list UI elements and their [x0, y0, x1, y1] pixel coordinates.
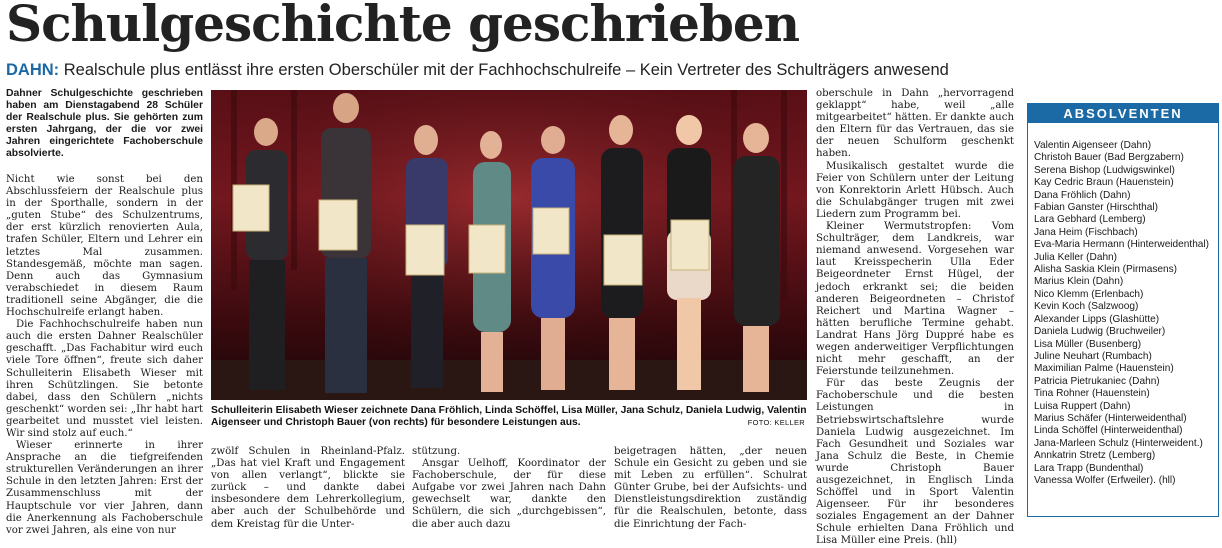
- photo-illustration: [211, 90, 807, 400]
- list-item: Luisa Ruppert (Dahn): [1034, 400, 1131, 412]
- paragraph: stützung.: [412, 446, 461, 457]
- paragraph: Für das beste Zeugnis der Fachoberschule und die besten Leistungen in Betriebswirtschaftslehre wurde Daniela Ludwig ausgezeichnet. Im Fach Gesundheit und Soziales war Jana Schulz die Beste, in Chemie wurde Christoph Bauer ausgezeichnet, in Englisch Linda Schöffel und in Sport Valentin Aigenseer. Für ihr besonderes soziales Engagement an der Dahner Schule erhielten Dana Fröhlich und Lisa Müller eine Preis. (hll): [816, 378, 1014, 547]
- paragraph: Wieser erinnerte in ihrer Ansprache an die tiefgreifenden strukturellen Veränderungen an ihrer Schule in den letzten Jahren: Erst der Zusammenschluss mit der Hauptschule vor vier Jahren, dann die Anerkennung als Fachoberschule vor zwei Jahren, als eine von nur: [6, 440, 203, 536]
- graduates-list: [1028, 123, 1218, 487]
- list-item: Julia Keller (Dahn): [1034, 251, 1118, 263]
- paragraph: zwölf Schulen in Rheinland-Pfalz. „Das hat viel Kraft und Engagement von allen verlangt“, blickte sie zurück – und dankte dabei insbesondere dem Lehrerkollegium, aber auch der Schulbehörde und dem Kreistag für die Unter-: [211, 446, 405, 530]
- list-item: Lisa Müller (Busenberg): [1034, 338, 1142, 350]
- award-photo: [211, 90, 807, 400]
- list-item: Jana-Marleen Schulz (Hinterweident.): [1034, 437, 1203, 449]
- list-item: Nico Klemm (Erlenbach): [1034, 288, 1144, 300]
- list-item: Valentin Aigenseer (Dahn): [1034, 140, 1152, 151]
- subheadline-text: Realschule plus entlässt ihre ersten Oberschüler mit der Fachhochschulreife – Kein Vertreter des Schulträgers anwesend: [59, 61, 949, 79]
- paragraph: Die Fachhochschulreife haben nun auch die ersten Dahner Realschüler geschafft. „Das Fachabitur wird euch viele Tore öffnen“, freute sich daher Schulleiterin Elisabeth Wieser mit ihren Schützlingen. Sie betonte dabei, dass den Schülern „nichts geschenkt“ worden sei: „Ihr habt hart gearbeitet und musstet viel leisten. Wir sind stolz auf euch.“: [6, 319, 203, 439]
- list-item: Serena Bishop (Ludwigswinkel): [1034, 164, 1175, 176]
- list-item: Kay Cedric Braun (Hauenstein): [1034, 177, 1174, 189]
- article-column-4: [614, 446, 807, 531]
- list-item: Marius Schäfer (Hinterweidenthal): [1034, 412, 1187, 424]
- list-item: Eva-Maria Hermann (Hinterweidenthal): [1034, 239, 1210, 251]
- list-item: Patricia Pietrukaniec (Dahn): [1034, 375, 1160, 387]
- list-item: Jana Heim (Fischbach): [1034, 226, 1138, 238]
- subheadline: [6, 61, 949, 80]
- list-item: Linda Schöffel (Hinterweidenthal): [1034, 425, 1183, 437]
- list-item: Alisha Saskia Klein (Pirmasens): [1034, 264, 1178, 276]
- dateline-location: DAHN:: [6, 61, 60, 79]
- list-item: Maximilian Palme (Hauenstein): [1034, 363, 1174, 375]
- article-lead: Dahner Schulgeschichte geschrieben haben am Dienstagabend 28 Schüler der Realschule plus. Sie gehörten zum ersten Jahrgang, der die vor zwei Jahren eingerichtete Fachoberschule absolvierte.: [6, 88, 203, 159]
- article-column-2: [211, 446, 405, 531]
- list-item: Vanessa Wolfer (Erfweiler). (hll): [1034, 474, 1176, 486]
- paragraph: beigetragen hätten, „der neuen Schule ein Gesicht zu geben und sie mit Leben zu erfüllen“. Schulrat Günter Grube, bei der Aufsichts- und Dienstleistungsdirektion zuständig für die Realschulen, betonte, dass die Einrichtung der Fach-: [614, 446, 807, 530]
- headline: Schulgeschichte geschrieben: [6, 0, 800, 53]
- paragraph: Kleiner Wermutstropfen: Vom Schulträger, dem Landkreis, war niemand anwesend. Vorgesehen war laut Kreisspecherin Ulla Eder Beigeordneter Ernst Hügel, der jedoch erkrankt sei; die beiden anderen Beigeordneten – Christof Reichert und Martina Wagner – hätten berufliche Termine gehabt. Landrat Hans Jörg Duppré habe es wegen anderweitiger Verpflichtungen nicht mehr geschafft, an der Feierstunde teilzunehmen.: [816, 221, 1014, 378]
- list-item: Daniela Ludwig (Bruchweiler): [1034, 326, 1166, 338]
- sidebar-title: ABSOLVENTEN: [1028, 104, 1218, 123]
- paragraph: Ansgar Uelhoff, Koordinator der Fachoberschule, der für diese Aufgabe vor zwei Jahren nach Dahn gewechselt war, dankte den Schülern, die sich „durchgebissen“, die aber auch dazu: [412, 458, 606, 530]
- paragraph: oberschule in Dahn „hervorragend geklappt“ habe, weil „alle mitgearbeitet“ hätten. Er dankte auch den Eltern für das Vertrauen, das sie der neuen Schulform geschenkt haben.: [816, 88, 1015, 160]
- list-item: Juline Neuhart (Rumbach): [1034, 350, 1152, 362]
- article-column-1: [6, 88, 203, 537]
- list-item: Lara Trapp (Bundenthal): [1034, 462, 1144, 474]
- list-item: Annkatrin Stretz (Lemberg): [1034, 450, 1156, 462]
- paragraph: Musikalisch gestaltet wurde die Feier von Schülern unter der Leitung von Konrektorin Arlett Hübsch. Auch die Schulabgänger trugen mit zwei Liedern zum Programm bei.: [816, 160, 1014, 220]
- article-column-5: [816, 88, 1014, 548]
- list-item: Dana Fröhlich (Dahn): [1034, 189, 1131, 201]
- list-item: Christoh Bauer (Bad Bergzabern): [1034, 152, 1184, 164]
- graduates-sidebar: [1027, 103, 1219, 517]
- list-item: Kevin Koch (Salzwoog): [1034, 301, 1139, 313]
- list-item: Fabian Ganster (Hirschthal): [1034, 202, 1158, 214]
- photo-caption: [211, 405, 807, 430]
- article-column-3: [412, 446, 606, 531]
- list-item: Lara Gebhard (Lemberg): [1034, 214, 1146, 226]
- list-item: Marius Klein (Dahn): [1034, 276, 1124, 288]
- caption-text: Schulleiterin Elisabeth Wieser zeichnete Dana Fröhlich, Linda Schöffel, Lisa Müller, Jana Schulz, Daniela Ludwig, Valentin Aigenseer und Christoph Bauer (von rechts) für besondere Leistungen aus.: [211, 405, 807, 429]
- list-item: Alexander Lipps (Glashütte): [1034, 313, 1160, 325]
- photo-credit: FOTO: KELLER: [747, 418, 805, 428]
- list-item: Tina Rohner (Hauenstein): [1034, 388, 1150, 400]
- paragraph: Nicht wie sonst bei den Abschlussfeiern der Realschule plus in der Sporthalle, sondern in der „guten Stube“ des Schulzentrums, der erst kürzlich renovierten Aula, trafen Schüler, Eltern und Lehrer ein letztes Mal zusammen. Standesgemäß, möchte man sagen. Denn auch das Gymnasium verabschiedet in diesem Raum traditionell seine Abgänger, die die Hochschulreife erlangt haben.: [6, 174, 203, 319]
